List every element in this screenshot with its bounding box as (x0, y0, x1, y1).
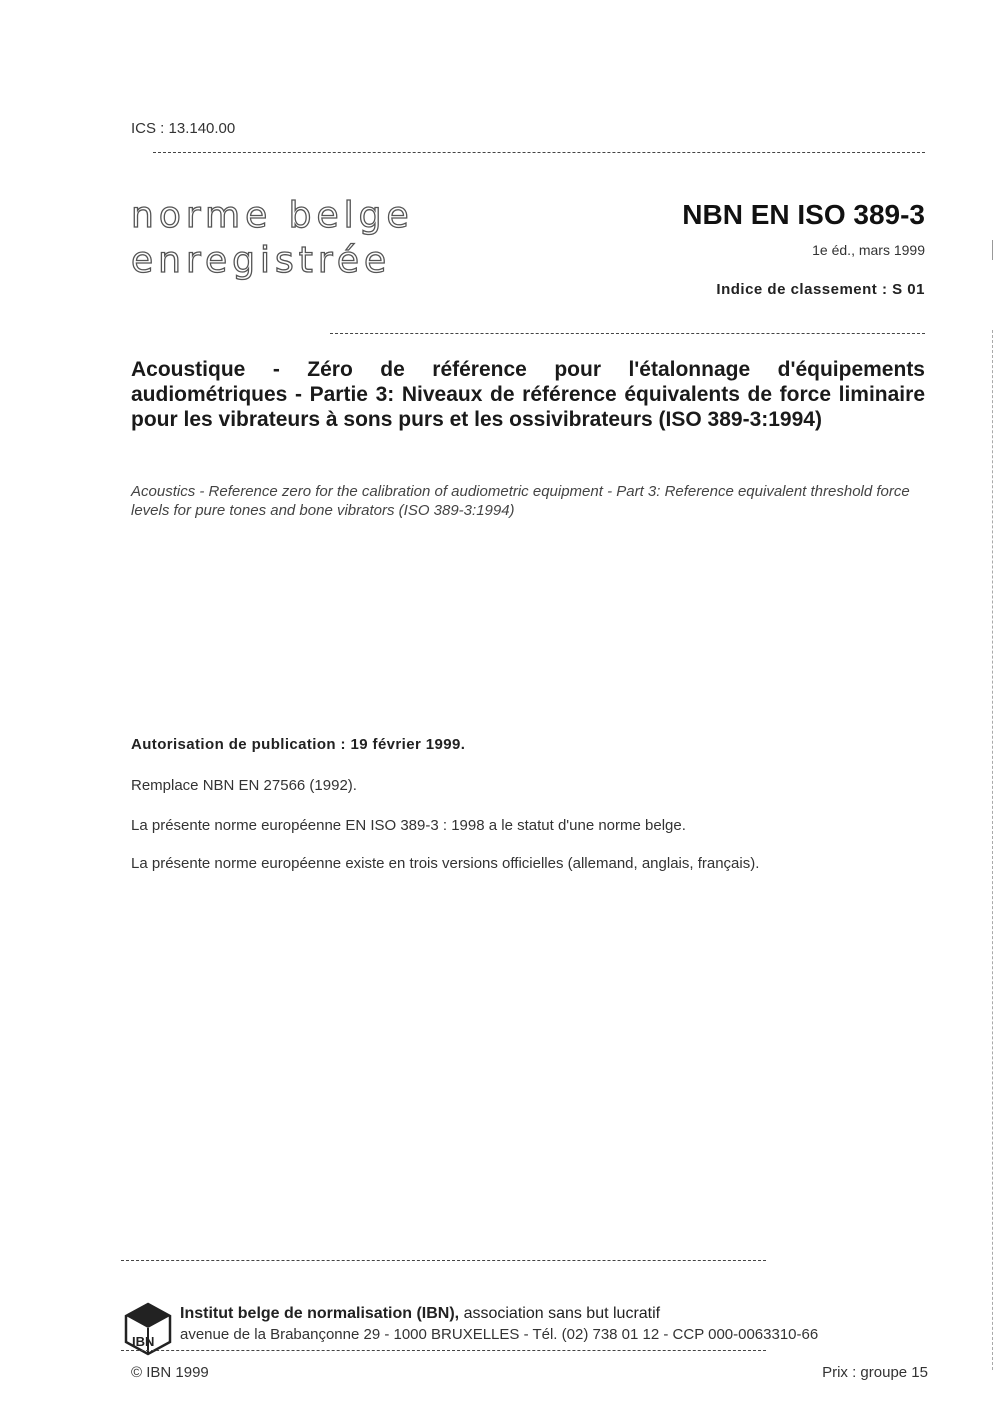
classification-index: Indice de classement : S 01 (716, 281, 925, 298)
status-note: La présente norme européenne EN ISO 389-3 : 1998 a le statut d'une norme belge. (131, 817, 686, 834)
ibn-logo-icon (124, 1302, 172, 1356)
divider-title (330, 333, 925, 334)
versions-note: La présente norme européenne existe en trois versions officielles (allemand, anglais, français). (131, 855, 760, 872)
divider-footer-top (121, 1260, 766, 1261)
title-english: Acoustics - Reference zero for the calibration of audiometric equipment - Part 3: Reference equivalent threshold force levels for pure tones and bone vibrators (ISO 389-3:1994) (131, 483, 910, 519)
edition-date: 1e éd., mars 1999 (812, 242, 925, 258)
ics-code: ICS : 13.140.00 (131, 120, 236, 137)
divider-footer-bottom (121, 1350, 766, 1351)
replaces-note: Remplace NBN EN 27566 (1992). (131, 777, 357, 794)
publication-authorization: Autorisation de publication : 19 février 1999. (131, 736, 466, 753)
title-french: Acoustique - Zéro de référence pour l'étalonnage d'équipements audiométriques - Partie 3: Niveaux de référence équivalents de force liminaire pour les vibrateurs à sons purs et les ossivibrateurs (ISO 389-3:1994) (131, 358, 925, 431)
norme-belge-label: norme belge (131, 195, 414, 236)
standard-number: NBN EN ISO 389-3 (682, 199, 925, 230)
institute-description: association sans but lucratif (459, 1305, 661, 1322)
scan-edge-mark (992, 240, 993, 260)
enregistree-label: enregistrée (131, 240, 392, 281)
institute-line (180, 1305, 660, 1323)
scan-edge-line (992, 330, 993, 1370)
institute-name: Institut belge de normalisation (IBN), (180, 1305, 460, 1322)
institute-address: avenue de la Brabançonne 29 - 1000 BRUXELLES - Tél. (02) 738 01 12 - CCP 000-0063310-66 (180, 1326, 819, 1343)
copyright: © IBN 1999 (131, 1364, 209, 1381)
ibn-logo-text: IBN (132, 1334, 155, 1349)
divider-top (153, 152, 925, 153)
price-group: Prix : groupe 15 (822, 1364, 928, 1381)
